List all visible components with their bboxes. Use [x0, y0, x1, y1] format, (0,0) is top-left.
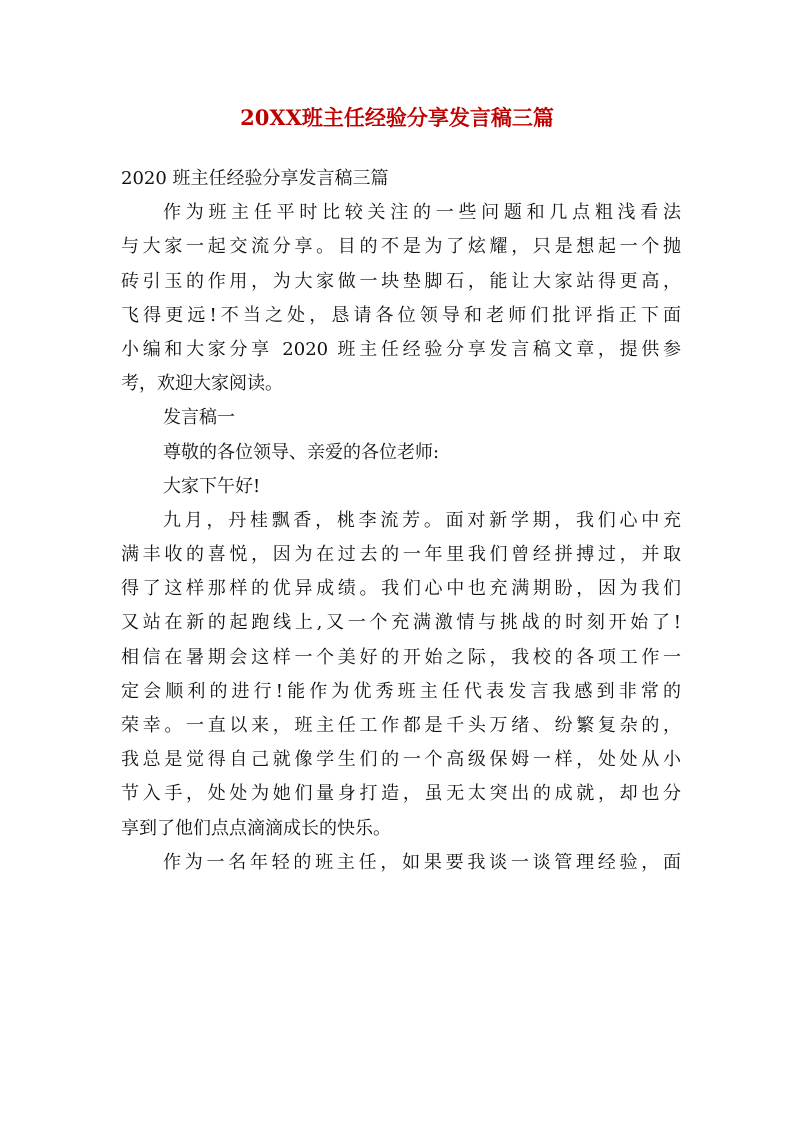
text-line: 作为班主任平时比较关注的一些问题和几点粗浅看法 — [163, 202, 681, 224]
text-line: 又站在新的起跑线上,又一个充满激情与挑战的时刻开始了! — [121, 612, 681, 634]
text-line: 考，欢迎大家阅读。 — [121, 373, 283, 395]
text-line: 我总是觉得自己就像学生们的一个高级保姆一样，处处从小 — [121, 749, 681, 771]
text-line: 小编和大家分享 2020 班主任经验分享发言稿文章，提供参 — [121, 338, 681, 360]
text-line: 享到了他们点点滴滴成长的快乐。 — [121, 817, 391, 839]
text-line: 相信在暑期会这样一个美好的开始之际，我校的各项工作一 — [121, 646, 681, 668]
text-line: 荣幸。一直以来，班主任工作都是千头万绪、纷繁复杂的， — [121, 715, 681, 736]
text-line: 2020 班主任经验分享发言稿三篇 — [121, 168, 389, 189]
text-line: 满丰收的喜悦，因为在过去的一年里我们曾经拼搏过，并取 — [121, 544, 681, 566]
text-line: 节入手，处处为她们量身打造，虽无太突出的成就，却也分 — [121, 783, 681, 805]
text-line: 飞得更远!不当之处，恳请各位领导和老师们批评指正下面 — [121, 304, 681, 326]
text-line: 砖引玉的作用，为大家做一块垫脚石，能让大家站得更高， — [121, 270, 681, 292]
text-line: 发言稿一 — [163, 407, 235, 429]
text-line: 大家下午好! — [163, 475, 261, 497]
text-line: 九月，丹桂飘香，桃李流芳。面对新学期，我们心中充 — [163, 509, 681, 531]
text-line: 作为一名年轻的班主任，如果要我谈一谈管理经验，面 — [163, 851, 681, 873]
document-title: 20XX班主任经验分享发言稿三篇 — [240, 105, 554, 130]
text-line: 得了这样那样的优异成绩。我们心中也充满期盼，因为我们 — [121, 578, 681, 600]
text-line: 尊敬的各位领导、亲爱的各位老师: — [163, 441, 440, 463]
text-line: 定会顺利的进行!能作为优秀班主任代表发言我感到非常的 — [121, 680, 681, 702]
text-line: 与大家一起交流分享。目的不是为了炫耀，只是想起一个抛 — [121, 236, 681, 258]
document-body — [121, 162, 681, 880]
